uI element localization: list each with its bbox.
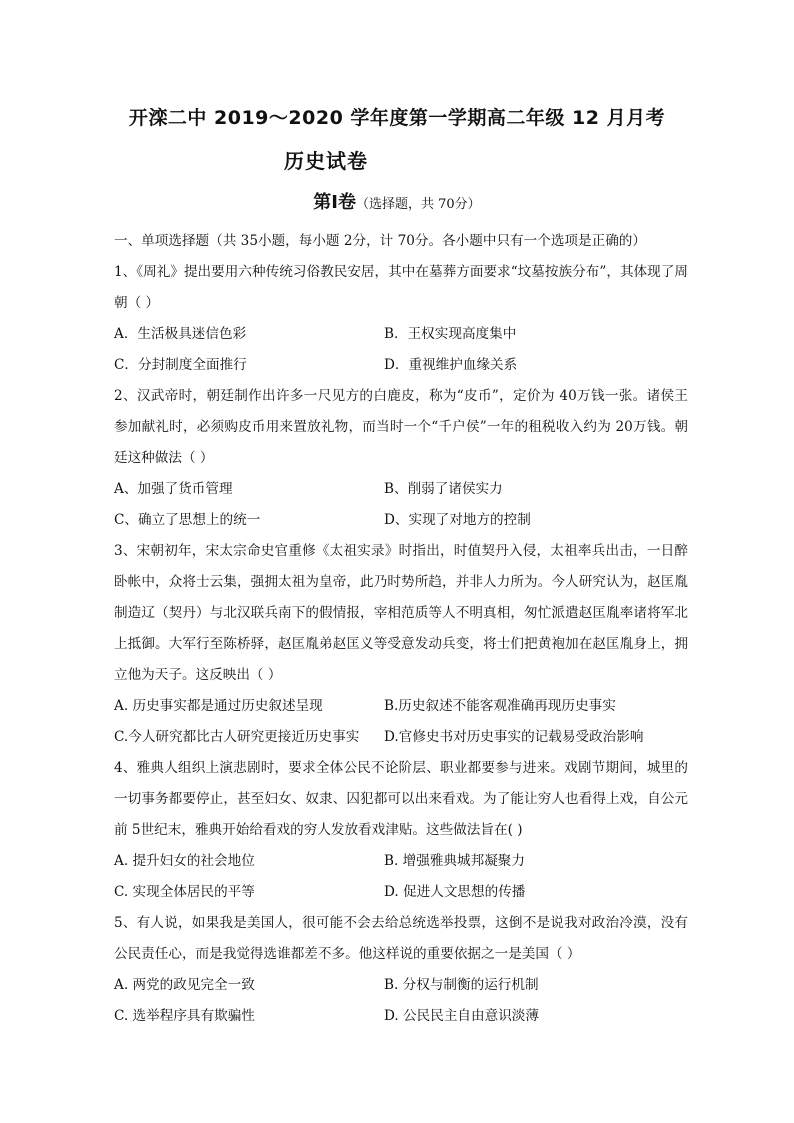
option-b: B.历史叙述不能客观准确再现历史事实: [384, 698, 616, 714]
question-stem: 4、雅典人组织上演悲剧时，要求全体公民不论阶层、职业都要参与进来。戏剧节期间，城里的一切事务都要停止，甚至妇女、奴隶、囚犯都可以出来看戏。为了能让穷人也看得上戏，自公元前 5世纪末，雅典开始给看戏的穷人发放看戏津贴。这些做法旨在( ): [114, 760, 688, 838]
exam-title: 开滦二中 2019～2020 学年度第一学期高二年级 12 月月考: [128, 107, 666, 129]
options-row: [114, 877, 688, 908]
question-4: [114, 753, 688, 908]
question-stem: 5、有人说，如果我是美国人，很可能不会去给总统选举投票，这倒不是说我对政治冷漠，没有公民责任心，而是我觉得选谁都差不多。他这样说的重要依据之一是美国（ ）: [114, 915, 688, 962]
option-a: A. 历史事实都是通过历史叙述呈现: [114, 698, 323, 714]
option-b: B. 分权与制衡的运行机制: [384, 977, 539, 993]
options-row: [114, 350, 688, 381]
option-b: B、削弱了诸侯实力: [384, 481, 503, 497]
exam-subject: 历史试卷: [284, 149, 368, 173]
option-d: D．重视维护血缘关系: [384, 357, 518, 373]
options-row: [114, 474, 688, 505]
options-row: [114, 722, 688, 753]
option-b: B．王权实现高度集中: [384, 326, 517, 342]
option-c: C. 选举程序具有欺骗性: [114, 1008, 255, 1024]
options-row: [114, 505, 688, 536]
question-stem: 1、《周礼》提出要用六种传统习俗教民安居，其中在墓葬方面要求“坟墓按族分布”，其体现了周朝（ ）: [114, 264, 688, 311]
question-1: [114, 257, 688, 381]
option-d: D. 公民民主自由意识淡薄: [384, 1008, 539, 1024]
options-row: [114, 970, 688, 1001]
option-a: A．生活极具迷信色彩: [114, 326, 247, 342]
option-a: A、加强了货币管理: [114, 481, 233, 497]
question-stem: 3、宋朝初年，宋太宗命史官重修《太祖实录》时指出，时值契丹入侵，太祖率兵出击，一日醉卧帐中，众将士云集，强拥太祖为皇帝，此乃时势所趋，并非人力所为。今人研究认为，赵匡胤制造辽（契丹）与北汉联兵南下的假情报，宰相范质等人不明真相，匆忙派遣赵匡胤率诸将军北上抵御。大军行至陈桥驿，赵匡胤弟赵匡义等受意发动兵变，将士们把黄袍加在赵匡胤身上，拥立他为天子。这反映出（ ）: [114, 543, 688, 683]
volume-label: 第Ⅰ卷: [313, 192, 356, 213]
question-2: [114, 381, 688, 536]
option-a: A. 两党的政见完全一致: [114, 977, 255, 993]
option-c: C. 实现全体居民的平等: [114, 884, 255, 900]
options-row: [114, 846, 688, 877]
option-d: D.官修史书对历史事实的记载易受政治影响: [384, 729, 644, 745]
option-d: D. 促进人文思想的传播: [384, 884, 526, 900]
options-row: [114, 319, 688, 350]
question-stem: 2、汉武帝时，朝廷制作出许多一尺见方的白鹿皮，称为“皮币”，定价为 40万钱一张。诸侯王参加献礼时，必须购皮币用来置放礼物，而当时一个“千户侯”一年的租税收入约为 20万钱。朝廷这种做法（ ）: [114, 388, 688, 466]
section-heading: 一、单项选择题（共 35小题，每小题 2分，计 70分。各小题中只有一个选项是正确的）: [114, 233, 646, 249]
options-row: [114, 1001, 688, 1032]
option-c: C、确立了思想上的统一: [114, 512, 261, 528]
question-3: [114, 536, 688, 753]
question-5: [114, 908, 688, 1032]
volume-heading: [0, 188, 794, 214]
question-section: [114, 226, 688, 1032]
option-c: C.今人研究都比古人研究更接近历史事实: [114, 729, 360, 745]
option-c: C．分封制度全面推行: [114, 357, 247, 373]
options-row: [114, 691, 688, 722]
volume-note: （选择题，共 70分）: [356, 197, 481, 212]
option-b: B. 增强雅典城邦凝聚力: [384, 853, 525, 869]
option-d: D、实现了对地方的控制: [384, 512, 531, 528]
option-a: A. 提升妇女的社会地位: [114, 853, 255, 869]
